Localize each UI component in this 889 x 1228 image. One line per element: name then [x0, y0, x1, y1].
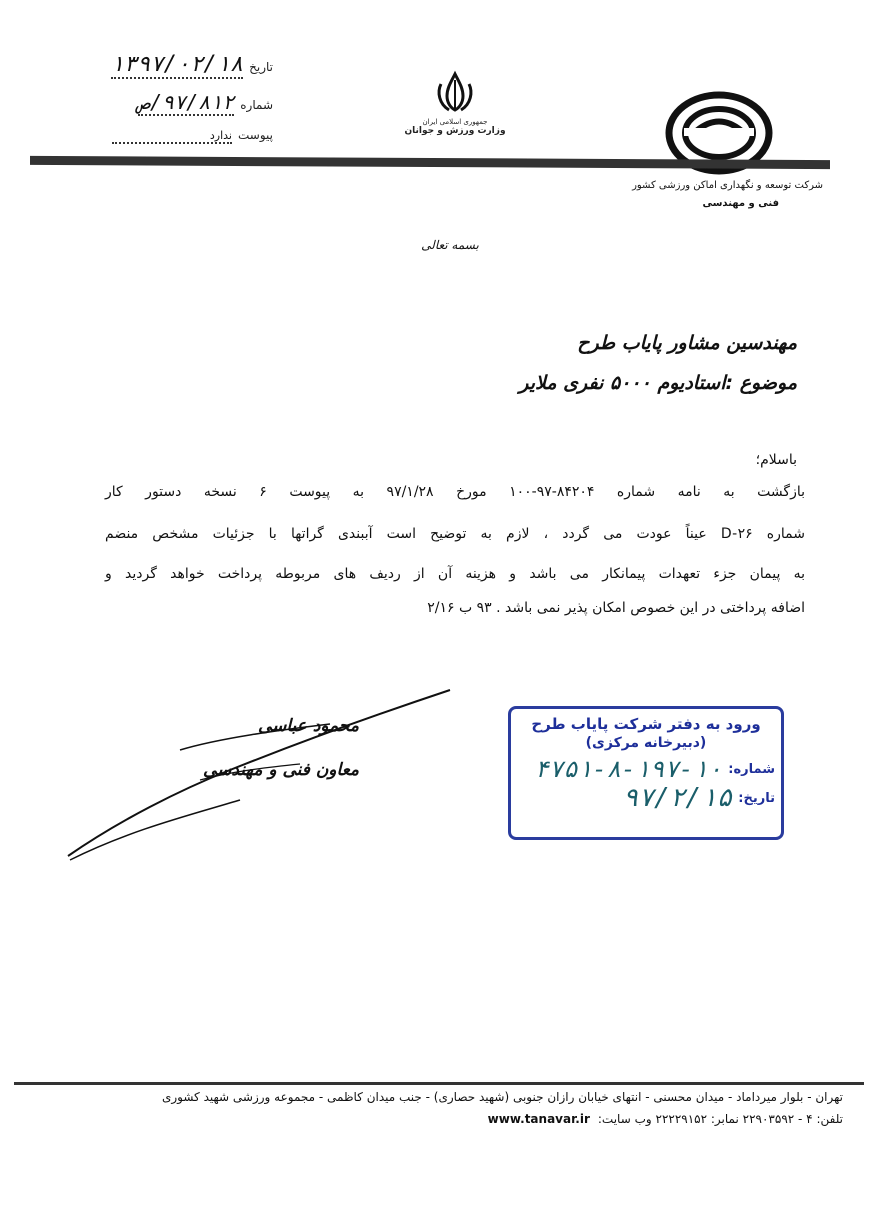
recipient: مهندسین مشاور پایاب طرح: [577, 332, 797, 354]
stamp-line1: ورود به دفتر شرکت پایاب طرح: [531, 715, 761, 733]
date-label: تاریخ: [249, 60, 273, 74]
stamp-date-label: تاریخ:: [738, 790, 775, 806]
number-label: شماره: [240, 98, 273, 112]
stamp-number-row: [511, 755, 781, 783]
ministry-line1: جمهوری اسلامی ایران: [422, 118, 488, 126]
body-line-1: بازگشت به نامه شماره ۸۴۲۰۴-۹۷-۱۰۰ مورخ ۹۷/۱/۲۸ به پیوست ۶ نسخه دستور کار: [105, 484, 805, 500]
number-row: [138, 90, 273, 116]
footer-website[interactable]: www.tanavar.ir: [487, 1112, 590, 1126]
stamp-number-value: ۴۷۵۱-۸-۱۹۷-۱۰: [534, 755, 723, 783]
attachment-row: [112, 128, 273, 144]
date-row: [111, 52, 273, 79]
stamp-number-label: شماره:: [728, 761, 775, 777]
signatory-name: محمود عباسی: [257, 716, 359, 736]
company-line2: فنی و مهندسی: [702, 198, 779, 209]
footer-address: تهران - بلوار میرداماد - میدان محسنی - انتهای خیابان رازان جنوبی (شهید حصاری) - جنب میدان کاظمی - مجموعه ورزشی شهید کشوری: [161, 1090, 843, 1104]
footer-rule: [14, 1082, 864, 1085]
body-line-2: شماره D-۲۶ عیناً عودت می گردد ، لازم به توضیح است آببندی گراتها با جزئیات مشخص منضم: [105, 526, 805, 542]
attachment-label: پیوست: [238, 128, 273, 142]
iran-emblem-icon: [433, 70, 477, 114]
stamp-line2: (دبیرخانه مرکزی): [585, 735, 707, 751]
body-line-3: به پیمان جزء تعهدات پیمانکار می باشد و هزینه آن از ردیف های مربوطه پرداخت خواهد گردید و: [105, 566, 805, 582]
ministry-line2: وزارت ورزش و جوانان: [404, 126, 506, 136]
receipt-stamp: [508, 706, 784, 840]
footer-phone: تلفن: ۴ - ۲۲۹۰۳۵۹۲ نمابر: ۲۲۲۲۹۱۵۲ وب سایت:: [597, 1112, 843, 1126]
ministry-emblem: [400, 70, 510, 136]
company-line1: شرکت توسعه و نگهداری اماکن ورزشی کشور: [632, 180, 823, 191]
top-salutation: بسمه تعالی: [421, 238, 479, 252]
date-value: ۱۳۹۷/۰۲/۱۸: [110, 52, 244, 77]
stamp-date-value: ۹۷/۲/۱۵: [622, 783, 733, 813]
stamp-date-row: [511, 783, 781, 813]
footer-contact: [223, 1112, 843, 1126]
number-value: ۹۷/۸۱۲/ص: [137, 90, 235, 114]
attachment-value: ندارد: [112, 129, 232, 144]
greeting: باسلام؛: [755, 452, 797, 468]
subject-line: موضوع :استادیوم ۵۰۰۰ نفری ملایر: [519, 372, 797, 394]
body-line-4: اضافه پرداختی در این خصوص امکان پذیر نمی باشد . ۹۳ ب ۲/۱۶: [427, 600, 805, 616]
signatory-title: معاون فنی و مهندسی: [203, 760, 359, 780]
